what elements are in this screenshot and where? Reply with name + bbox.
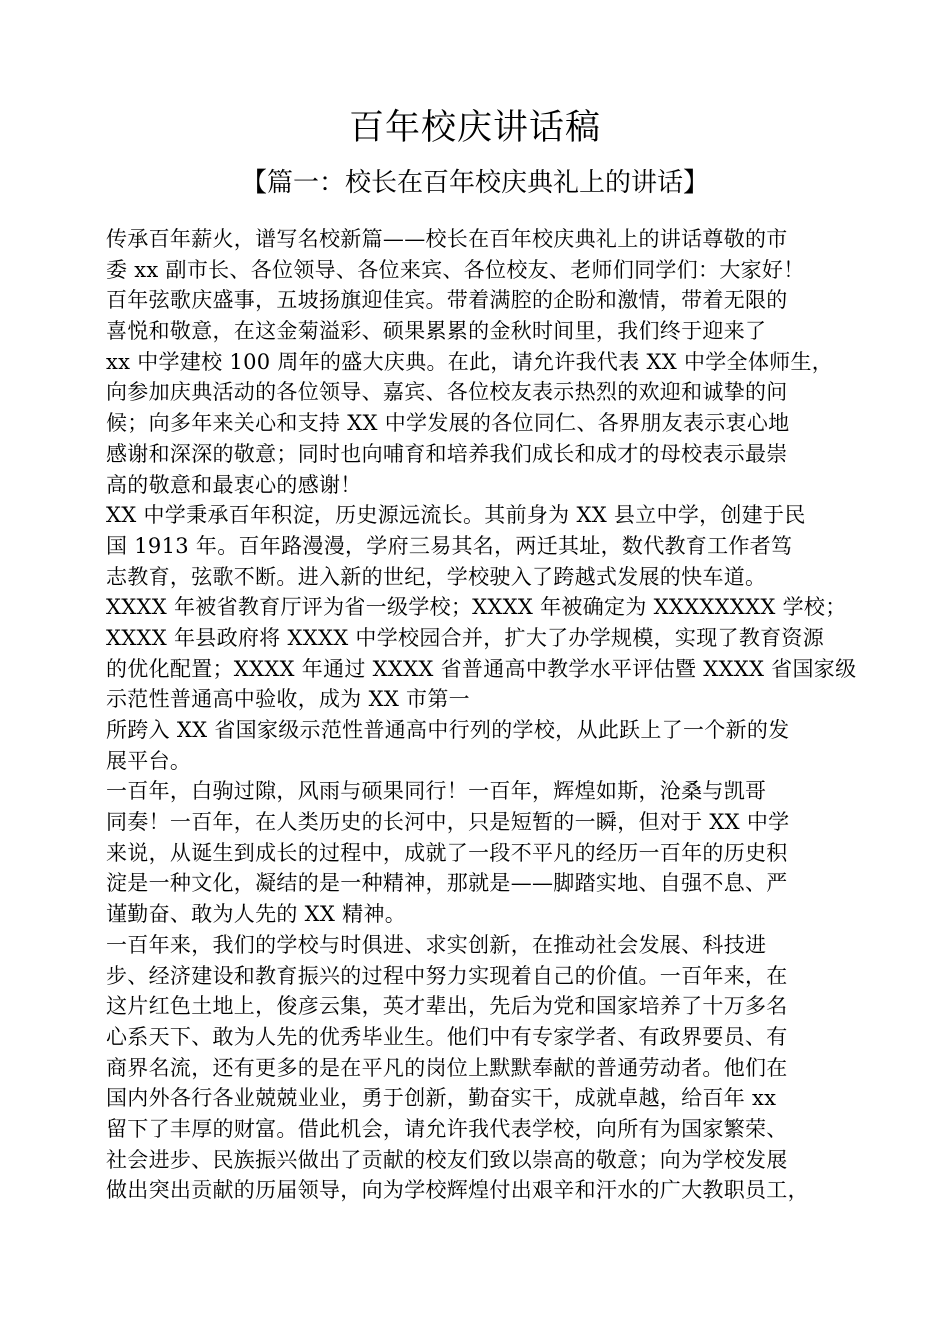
body-line: 步、经济建设和教育振兴的过程中努力实现着自己的价值。一百年来，在 xyxy=(106,963,788,988)
body-line: 志教育，弦歌不断。进入新的世纪，学校驶入了跨越式发展的快车道。 xyxy=(106,564,767,589)
body-line: 社会进步、民族振兴做出了贡献的校友们致以崇高的敬意；向为学校发展 xyxy=(106,1147,788,1172)
body-line: 的优化配置；XXXX 年通过 XXXX 省普通高中教学水平评估暨 XXXX 省国家级 xyxy=(106,656,857,681)
body-line: 国内外各行各业兢兢业业，勇于创新，勤奋实干，成就卓越，给百年 xx xyxy=(106,1086,777,1111)
body-line: 同奏！一百年，在人类历史的长河中，只是短暂的一瞬，但对于 XX 中学 xyxy=(106,810,790,835)
body-line: 向参加庆典活动的各位领导、嘉宾、各位校友表示热烈的欢迎和诚挚的问 xyxy=(106,380,788,405)
body-line: 委 xx 副市长、各位领导、各位来宾、各位校友、老师们同学们：大家好！ xyxy=(106,257,805,282)
body-line: 一百年，白驹过隙，风雨与硕果同行！一百年，辉煌如斯，沧桑与凯哥 xyxy=(106,779,767,804)
document-title: 百年校庆讲话稿 xyxy=(348,108,601,148)
body-line: 喜悦和敬意，在这金菊溢彩、硕果累累的金秋时间里，我们终于迎来了 xyxy=(106,319,767,344)
body-line: 这片红色土地上，俊彦云集，英才辈出，先后为党和国家培养了十万多名 xyxy=(106,994,788,1019)
body-line: 做出突出贡献的历届领导，向为学校辉煌付出艰辛和汗水的广大教职员工， xyxy=(106,1178,809,1203)
body-line: 展平台。 xyxy=(106,748,192,773)
body-line: 商界名流，还有更多的是在平凡的岗位上默默奉献的普通劳动者。他们在 xyxy=(106,1055,788,1080)
body-line: XX 中学秉承百年积淀，历史源远流长。其前身为 XX 县立中学，创建于民 xyxy=(106,503,806,528)
body-line: xx 中学建校 100 周年的盛大庆典。在此，请允许我代表 XX 中学全体师生， xyxy=(106,349,834,374)
body-line: XXXX 年县政府将 XXXX 中学校园合并，扩大了办学规模，实现了教育资源 xyxy=(106,625,825,650)
body-line: XXXX 年被省教育厅评为省一级学校；XXXX 年被确定为 XXXXXXXX 学校； xyxy=(106,595,847,620)
body-line: 所跨入 XX 省国家级示范性普通高中行列的学校，从此跃上了一个新的发 xyxy=(106,718,790,742)
body-line: 一百年来，我们的学校与时俱进、求实创新，在推动社会发展、科技进 xyxy=(106,932,767,957)
body-line: 国 1913 年。百年路漫漫，学府三易其名，两迁其址，数代教育工作者笃 xyxy=(106,533,793,558)
body-line: 来说，从诞生到成长的过程中，成就了一段不平凡的经历一百年的历史积 xyxy=(106,840,788,865)
body-line: 谨勤奋、敢为人先的 XX 精神。 xyxy=(106,902,407,927)
body-line: 感谢和深深的敬意；同时也向哺育和培养我们成长和成才的母校表示最崇 xyxy=(106,441,788,466)
body-line: 留下了丰厚的财富。借此机会，请允许我代表学校，向所有为国家繁荣、 xyxy=(106,1116,788,1141)
document-subtitle: 【篇一：校长在百年校庆典礼上的讲话】 xyxy=(240,168,709,198)
body-line: 淀是一种文化，凝结的是一种精神，那就是——脚踏实地、自强不息、严 xyxy=(106,871,788,896)
body-line: 高的敬意和最衷心的感谢！ xyxy=(106,472,362,497)
body-line: 示范性普通高中验收，成为 XX 市第一 xyxy=(106,687,470,712)
body-line: 心系天下、敢为人先的优秀毕业生。他们中有专家学者、有政界要员、有 xyxy=(106,1024,788,1049)
body-line: 传承百年薪火，谱写名校新篇——校长在百年校庆典礼上的讲话尊敬的市 xyxy=(106,227,788,251)
body-line: 百年弦歌庆盛事，五坡扬旗迎佳宾。带着满腔的企盼和激情，带着无限的 xyxy=(106,288,788,313)
body-line: 候；向多年来关心和支持 XX 中学发展的各位同仁、各界朋友表示衷心地 xyxy=(106,411,790,436)
document-body xyxy=(106,224,866,1206)
